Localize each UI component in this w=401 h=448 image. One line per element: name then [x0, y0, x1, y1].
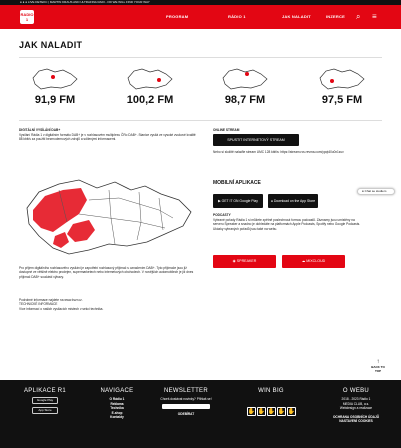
hand-icon: ✋: [247, 409, 255, 415]
newsletter-subscribe-button[interactable]: ODEBÍRAT: [177, 411, 195, 416]
apple-icon: ●: [270, 199, 274, 203]
site-header: [0, 5, 401, 29]
app-store-button[interactable]: ● Download on the App Store: [268, 194, 318, 208]
frequency-card-1: [20, 66, 90, 106]
cookies-link[interactable]: NASTAVENÍ COOKIES: [339, 419, 373, 423]
footer-google-play[interactable]: Google Play: [32, 397, 58, 404]
divider: [19, 57, 382, 58]
frequency-value: 91,9 FM: [34, 94, 76, 106]
footer-nav-item[interactable]: E-shop: [111, 410, 123, 415]
frequency-value: 97,5 FM: [321, 94, 363, 106]
tech-info: Podrobné informace najdete na www.kvzr.cz. TECHNICKÉ INFORMACE Více informací o našich vysílacích místech v sekci technika.: [19, 298, 104, 311]
google-play-button[interactable]: ▶ GET IT ON Google Play: [213, 194, 263, 208]
footer-about-title: O WEBU: [342, 388, 370, 394]
footer-nav-item[interactable]: O Rádiu 1: [109, 397, 125, 401]
hand-signs: [236, 400, 306, 418]
frequency-value: 100,2 FM: [126, 94, 174, 106]
search-icon[interactable]: ⌕: [356, 12, 361, 21]
footer-nav-item[interactable]: Reklama: [110, 401, 124, 406]
stream-title: ONLINE STREAM: [213, 128, 240, 132]
play-icon: ▶: [218, 199, 222, 203]
dab-coverage-map: [19, 170, 197, 262]
mixcloud-button[interactable]: ☁ MIXCLOUD: [282, 255, 345, 268]
cz-map-icon: [221, 66, 269, 92]
stream-button[interactable]: SPUSTIT INTERNETOVÝ STREAM: [213, 134, 299, 146]
nav-program[interactable]: PROGRAM: [166, 14, 189, 19]
newsletter-email-input[interactable]: [162, 404, 210, 409]
nav-inzerce[interactable]: INZERCE: [326, 14, 345, 19]
hand-icon: ✋: [267, 409, 275, 415]
nav-radio1[interactable]: RÁDIO 1: [228, 14, 246, 19]
footer-app-store[interactable]: App Store: [32, 407, 58, 414]
hand-icon: ✋: [277, 409, 285, 415]
newsletter-text: Chceš dostávat novinky? Přihlaš se!: [160, 397, 212, 401]
hand-icon: ✋: [257, 409, 265, 415]
arrow-up-icon: ↑: [376, 359, 380, 365]
cz-map-icon: [31, 66, 79, 92]
site-logo[interactable]: RADIO 1: [20, 12, 34, 22]
page-title: JAK NALADIT: [19, 40, 83, 50]
frequency-value: 98,7 FM: [224, 94, 266, 106]
dab-title: DIGITÁLNÍ VYSÍLÁNÍ DAB+: [19, 128, 61, 132]
stream-text: Nebo si složitě nalaďte stream UMC 128 kbit/s: https://stream.rcs.revma.com/ypqt40u0x1zuv: [213, 150, 344, 154]
footer-nav-item[interactable]: Technika: [110, 406, 124, 410]
back-to-top-button[interactable]: ↑ BACK TO TOP: [371, 359, 385, 373]
about-text: 2018 - 2023 Rádio 1 MEDIA CLUB, a.s. Webdesign a realizace: [339, 397, 373, 410]
footer-winbig-title: WIN BIG: [258, 388, 284, 394]
podcasts-text: Vybrané pořady Rádia 1 si můžete zpětně poslechnout formou podcastů. Záznamy jsou umístěny na serveru Spreaker a snadno je dohledáte na platformách Apple Podcasts, Spotify nebo Google Podcasts. Ukázky vybraných pořadů jsou také na webu.: [213, 218, 361, 231]
mobile-title: MOBILNÍ APLIKACE: [213, 180, 261, 186]
site-footer: [0, 380, 401, 448]
spreaker-button[interactable]: ◉ SPREAKER: [213, 255, 276, 268]
footer-apps-title: APLIKACE R1: [24, 388, 66, 394]
chat-button[interactable]: ● Chat se studiem: [357, 188, 395, 195]
spreaker-icon: ◉: [232, 259, 237, 263]
top-ticker: ● ● ● LIVE DETEKC | MARTIN KRAUS AND ULTRAFINA RADI - OD WE WILL FIND YOUR WAY: [0, 0, 401, 5]
nav-jak-naladit[interactable]: JAK NALADIT: [282, 14, 311, 19]
footer-nav-item[interactable]: Kontakty: [110, 415, 124, 419]
frequency-card-2: [115, 66, 185, 106]
footer-nav-title: NAVIGACE: [100, 388, 134, 394]
chat-icon: ●: [362, 189, 365, 193]
frequency-card-3: [210, 66, 280, 106]
menu-icon[interactable]: ≡: [372, 12, 377, 21]
privacy-link[interactable]: OCHRANA OSOBNÍCH ÚDAJŮ: [332, 414, 380, 419]
cz-map-icon: [318, 66, 366, 92]
cz-map-icon: [126, 66, 174, 92]
podcasts-title: PODCASTY: [213, 213, 231, 217]
reception-text: Pro příjem digitálního rozhlasového vysílání je zapotřebí rozhlasový přijímač s označením DAB+. Tyto přijímače jsou již dostupné ve většině elektro prodejen, supermarketech nebo internetových obchodech. V novějších automobilech je již dnes příjímač DAB+ součástí výbavy.: [19, 266, 194, 279]
dab-text: Vysílání Rádia 1 v digitálním formátu DAB+ je v rozhlasovém multiplexu ČRo DAB+. Stanice vysílá ve vysoké zvukové kvalitě 88 kbit/s za použití bezmodemových zdrojů a sdílenými informacemi.: [19, 133, 196, 142]
footer-newsletter-title: NEWSLETTER: [163, 388, 208, 394]
hand-icon: ✋: [287, 409, 295, 415]
divider: [19, 120, 382, 121]
frequency-card-4: [307, 66, 377, 106]
cloud-icon: ☁: [301, 259, 307, 263]
